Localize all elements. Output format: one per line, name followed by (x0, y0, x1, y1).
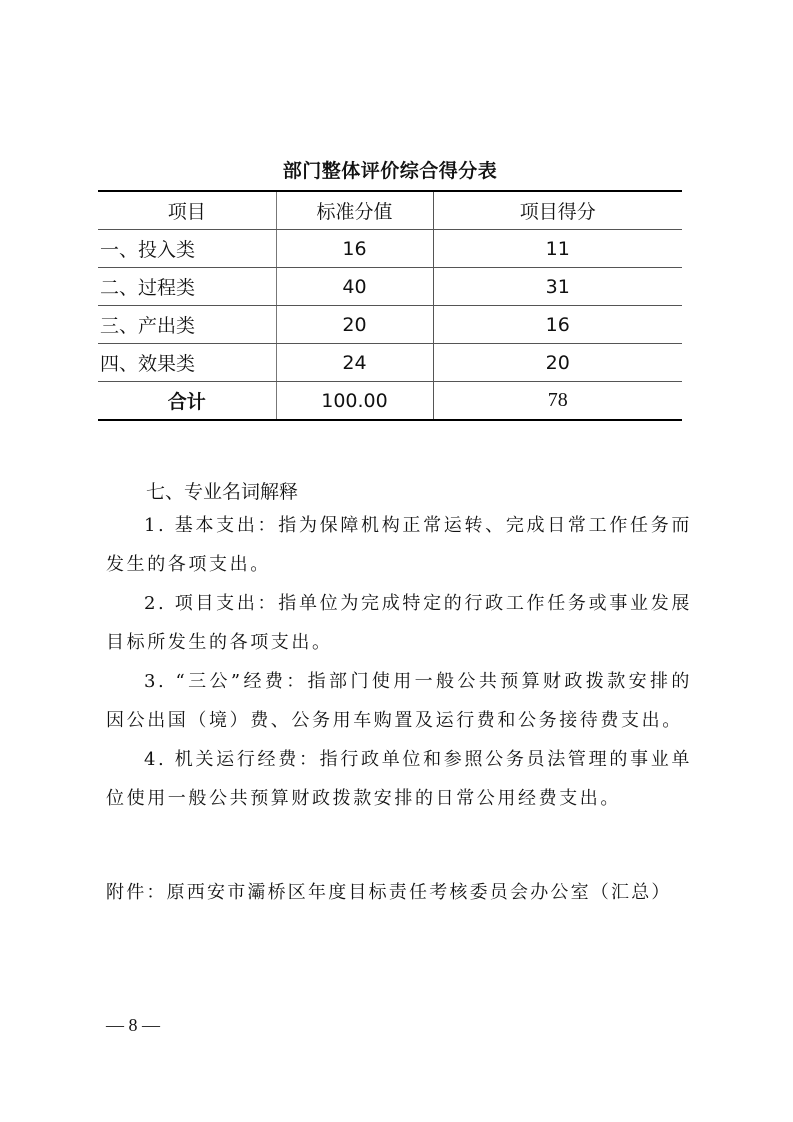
glossary-heading: 七、专业名词解释 (146, 481, 299, 503)
row-score: 16 (433, 306, 682, 344)
row-score: 11 (433, 230, 682, 268)
total-label: 合计 (98, 382, 276, 421)
table-row (98, 268, 682, 306)
table-row (98, 344, 682, 382)
table-title: 部门整体评价综合得分表 (282, 160, 498, 182)
row-standard: 40 (276, 268, 433, 306)
attachment-note: 附件：原西安市灞桥区年度目标责任考核委员会办公室（汇总） (106, 882, 672, 903)
row-item: 一、投入类 (98, 230, 276, 268)
total-standard: 100.00 (276, 382, 433, 421)
table-header-row (98, 191, 682, 230)
glossary-item-operating-expenses: 4. 机关运行经费：指行政单位和参照公务员法管理的事业单位使用一般公共预算财政拨款安排的日常公用经费支出。 (106, 749, 692, 809)
table-row (98, 306, 682, 344)
total-score: 78 (547, 389, 568, 411)
row-score: 31 (433, 268, 682, 306)
header-score: 项目得分 (433, 191, 682, 230)
score-table (98, 190, 682, 421)
header-standard: 标准分值 (276, 191, 433, 230)
table-row (98, 230, 682, 268)
glossary-item-three-public-expenses: 3. “三公”经费：指部门使用一般公共预算财政拨款安排的因公出国（境）费、公务用车购置及运行费和公务接待费支出。 (106, 671, 692, 731)
row-item: 二、过程类 (98, 268, 276, 306)
page-number: — 8 — (106, 1015, 160, 1035)
header-item: 项目 (98, 191, 276, 230)
row-standard: 24 (276, 344, 433, 382)
glossary-item-basic-expenditure: 1. 基本支出：指为保障机构正常运转、完成日常工作任务而发生的各项支出。 (106, 515, 692, 575)
row-standard: 20 (276, 306, 433, 344)
row-item: 三、产出类 (98, 306, 276, 344)
row-item: 四、效果类 (98, 344, 276, 382)
row-standard: 16 (276, 230, 433, 268)
row-score: 20 (433, 344, 682, 382)
table-total-row (98, 382, 682, 421)
glossary-item-project-expenditure: 2. 项目支出：指单位为完成特定的行政工作任务或事业发展目标所发生的各项支出。 (106, 593, 692, 653)
